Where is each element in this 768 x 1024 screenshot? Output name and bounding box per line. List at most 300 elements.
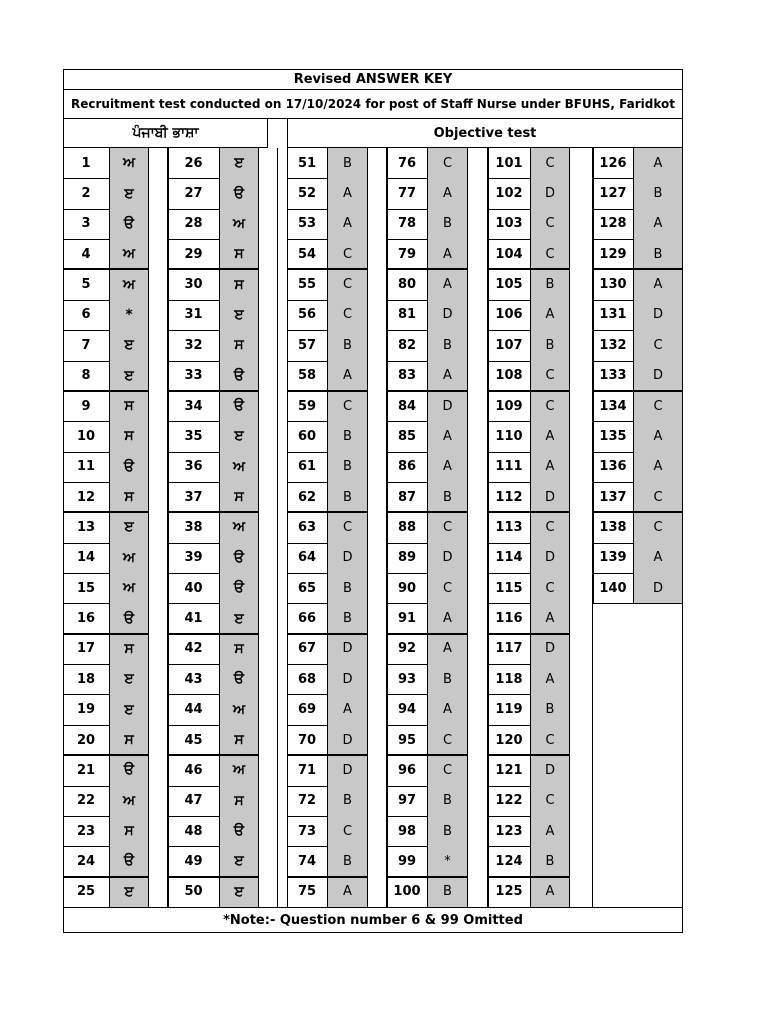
answer-cell: ਸ — [110, 816, 149, 847]
answer-cell: ਅ — [110, 269, 149, 300]
answer-cell: D — [634, 300, 683, 331]
answer-cell: C — [531, 512, 570, 543]
answer-cell: B — [328, 846, 368, 877]
row-separator — [488, 754, 570, 756]
question-number: 85 — [387, 421, 428, 452]
answer-cell: A — [531, 300, 570, 331]
answer-cell: A — [428, 421, 468, 452]
answer-cell: C — [428, 512, 468, 543]
answer-cell: ੲ — [220, 603, 259, 634]
question-number: 32 — [168, 330, 220, 361]
question-number: 84 — [387, 391, 428, 422]
row-separator — [287, 754, 368, 756]
question-number: 48 — [168, 816, 220, 847]
question-number: 107 — [488, 330, 531, 361]
question-number: 7 — [63, 330, 110, 361]
question-number: 102 — [488, 178, 531, 209]
answer-cell: D — [634, 573, 683, 604]
answer-cell: A — [531, 603, 570, 634]
question-number: 101 — [488, 148, 531, 179]
row-separator — [488, 268, 570, 270]
answer-cell: ੲ — [220, 846, 259, 877]
answer-cell: A — [531, 816, 570, 847]
answer-cell: D — [531, 178, 570, 209]
row-separator — [63, 511, 149, 513]
question-number: 3 — [63, 209, 110, 240]
answer-cell: ੲ — [110, 361, 149, 392]
answer-cell: ੳ — [110, 846, 149, 877]
row-separator — [63, 633, 149, 635]
answer-cell: C — [428, 148, 468, 179]
answer-cell: ੳ — [110, 209, 149, 240]
question-number: 59 — [287, 391, 328, 422]
row-separator — [287, 876, 368, 878]
question-number: 31 — [168, 300, 220, 331]
question-number: 70 — [287, 725, 328, 756]
answer-cell: C — [634, 512, 683, 543]
question-number: 120 — [488, 725, 531, 756]
question-number: 54 — [287, 239, 328, 270]
question-number: 17 — [63, 634, 110, 665]
answer-cell: A — [328, 877, 368, 908]
answer-cell: ੲ — [110, 330, 149, 361]
question-number: 117 — [488, 634, 531, 665]
answer-cell: D — [328, 664, 368, 695]
question-number: 121 — [488, 755, 531, 786]
question-number: 79 — [387, 239, 428, 270]
answer-cell: C — [531, 148, 570, 179]
question-number: 69 — [287, 694, 328, 725]
question-number: 124 — [488, 846, 531, 877]
answer-cell: ੳ — [220, 391, 259, 422]
question-number: 30 — [168, 269, 220, 300]
answer-cell: A — [634, 421, 683, 452]
question-number: 22 — [63, 786, 110, 817]
question-number: 110 — [488, 421, 531, 452]
answer-cell: C — [531, 239, 570, 270]
question-number: 41 — [168, 603, 220, 634]
answer-cell: ੳ — [220, 543, 259, 574]
answer-cell: B — [328, 452, 368, 483]
row-separator — [287, 390, 368, 392]
question-number: 134 — [593, 391, 634, 422]
answer-cell: A — [328, 361, 368, 392]
question-number: 57 — [287, 330, 328, 361]
question-number: 37 — [168, 482, 220, 513]
answer-cell: C — [531, 786, 570, 817]
question-number: 39 — [168, 543, 220, 574]
question-number: 113 — [488, 512, 531, 543]
answer-cell: C — [328, 512, 368, 543]
row-separator — [287, 633, 368, 635]
question-number: 92 — [387, 634, 428, 665]
row-separator — [593, 268, 683, 270]
answer-cell: A — [428, 178, 468, 209]
question-number: 73 — [287, 816, 328, 847]
answer-cell: B — [328, 603, 368, 634]
answer-cell: ਸ — [220, 239, 259, 270]
answer-cell: ਅ — [220, 512, 259, 543]
question-number: 115 — [488, 573, 531, 604]
answer-cell: B — [328, 786, 368, 817]
answer-cell: D — [328, 725, 368, 756]
answer-cell: C — [328, 391, 368, 422]
answer-cell: D — [328, 543, 368, 574]
answer-cell: ੲ — [220, 300, 259, 331]
question-number: 65 — [287, 573, 328, 604]
section-label-punjabi: ਪੰਜਾਬੀ ਭਾਸ਼ਾ — [132, 125, 199, 141]
question-number: 91 — [387, 603, 428, 634]
answer-cell: A — [634, 209, 683, 240]
question-number: 44 — [168, 694, 220, 725]
question-number: 82 — [387, 330, 428, 361]
question-number: 89 — [387, 543, 428, 574]
question-number: 132 — [593, 330, 634, 361]
answer-cell: ਅ — [110, 543, 149, 574]
question-number: 14 — [63, 543, 110, 574]
question-number: 123 — [488, 816, 531, 847]
question-number: 135 — [593, 421, 634, 452]
answer-cell: ਅ — [110, 148, 149, 179]
question-number: 42 — [168, 634, 220, 665]
question-number: 76 — [387, 148, 428, 179]
answer-cell: * — [428, 846, 468, 877]
answer-cell: D — [531, 543, 570, 574]
row-separator — [168, 268, 259, 270]
question-number: 49 — [168, 846, 220, 877]
question-number: 55 — [287, 269, 328, 300]
row-separator — [63, 754, 149, 756]
answer-cell: C — [428, 725, 468, 756]
question-number: 18 — [63, 664, 110, 695]
answer-cell: A — [328, 178, 368, 209]
question-number: 130 — [593, 269, 634, 300]
answer-cell: A — [531, 452, 570, 483]
answer-cell: D — [428, 391, 468, 422]
answer-cell: ੲ — [110, 512, 149, 543]
answer-cell: C — [328, 269, 368, 300]
question-number: 34 — [168, 391, 220, 422]
row-separator — [488, 876, 570, 878]
question-number: 139 — [593, 543, 634, 574]
question-number: 118 — [488, 664, 531, 695]
answer-cell: C — [328, 300, 368, 331]
question-number: 64 — [287, 543, 328, 574]
question-number: 33 — [168, 361, 220, 392]
answer-cell: ਸ — [110, 482, 149, 513]
question-number: 9 — [63, 391, 110, 422]
answer-cell: ਸ — [220, 634, 259, 665]
answer-cell: ੲ — [110, 877, 149, 908]
answer-cell: C — [328, 239, 368, 270]
answer-cell: B — [428, 482, 468, 513]
row-separator — [168, 511, 259, 513]
answer-cell: ੳ — [220, 361, 259, 392]
question-number: 43 — [168, 664, 220, 695]
answer-cell: D — [428, 543, 468, 574]
question-number: 128 — [593, 209, 634, 240]
question-number: 21 — [63, 755, 110, 786]
question-number: 74 — [287, 846, 328, 877]
answer-cell: ਅ — [220, 755, 259, 786]
question-number: 104 — [488, 239, 531, 270]
answer-cell: ਅ — [110, 239, 149, 270]
question-number: 131 — [593, 300, 634, 331]
question-number: 26 — [168, 148, 220, 179]
row-separator — [387, 511, 468, 513]
answer-cell: B — [428, 877, 468, 908]
answer-cell: ੳ — [220, 664, 259, 695]
answer-cell: B — [428, 816, 468, 847]
row-separator — [387, 876, 468, 878]
row-separator — [387, 390, 468, 392]
question-number: 1 — [63, 148, 110, 179]
answer-cell: D — [428, 300, 468, 331]
question-number: 47 — [168, 786, 220, 817]
answer-cell: B — [328, 148, 368, 179]
answer-cell: ੳ — [110, 452, 149, 483]
question-number: 40 — [168, 573, 220, 604]
question-number: 35 — [168, 421, 220, 452]
answer-cell: A — [634, 452, 683, 483]
answer-cell: B — [428, 209, 468, 240]
question-number: 111 — [488, 452, 531, 483]
row-separator — [387, 633, 468, 635]
answer-cell: D — [328, 755, 368, 786]
question-number: 114 — [488, 543, 531, 574]
answer-cell: A — [531, 664, 570, 695]
answer-cell: B — [328, 573, 368, 604]
question-number: 27 — [168, 178, 220, 209]
question-number: 93 — [387, 664, 428, 695]
question-number: 83 — [387, 361, 428, 392]
answer-cell: ੲ — [220, 421, 259, 452]
answer-cell: B — [531, 269, 570, 300]
question-number: 95 — [387, 725, 428, 756]
answer-cell: B — [328, 330, 368, 361]
question-number: 97 — [387, 786, 428, 817]
answer-cell: A — [428, 694, 468, 725]
row-separator — [488, 390, 570, 392]
answer-cell: ਅ — [220, 452, 259, 483]
question-number: 122 — [488, 786, 531, 817]
question-number: 46 — [168, 755, 220, 786]
answer-cell: C — [531, 391, 570, 422]
answer-cell: D — [531, 482, 570, 513]
answer-key-table — [63, 69, 683, 933]
answer-cell: D — [531, 634, 570, 665]
answer-cell: B — [328, 482, 368, 513]
question-number: 12 — [63, 482, 110, 513]
answer-cell: A — [428, 361, 468, 392]
answer-cell: * — [110, 300, 149, 331]
question-number: 80 — [387, 269, 428, 300]
question-number: 133 — [593, 361, 634, 392]
answer-cell: A — [634, 148, 683, 179]
question-number: 6 — [63, 300, 110, 331]
question-number: 136 — [593, 452, 634, 483]
answer-cell: B — [531, 846, 570, 877]
question-number: 112 — [488, 482, 531, 513]
answer-cell: B — [328, 421, 368, 452]
answer-cell: A — [634, 543, 683, 574]
answer-cell: A — [328, 209, 368, 240]
row-separator — [488, 511, 570, 513]
question-number: 25 — [63, 877, 110, 908]
answer-cell: B — [531, 694, 570, 725]
question-number: 4 — [63, 239, 110, 270]
answer-cell: C — [531, 725, 570, 756]
row-separator — [63, 268, 149, 270]
row-separator — [63, 390, 149, 392]
question-number: 16 — [63, 603, 110, 634]
answer-cell: ਸ — [220, 330, 259, 361]
question-number: 63 — [287, 512, 328, 543]
answer-cell: C — [634, 482, 683, 513]
question-number: 138 — [593, 512, 634, 543]
question-number: 61 — [287, 452, 328, 483]
section-label-objective: Objective test — [433, 125, 537, 141]
answer-cell: ੳ — [110, 603, 149, 634]
document-title: Revised ANSWER KEY — [293, 72, 453, 87]
question-number: 68 — [287, 664, 328, 695]
question-number: 96 — [387, 755, 428, 786]
question-number: 53 — [287, 209, 328, 240]
answer-cell: ਸ — [110, 421, 149, 452]
answer-cell: A — [428, 452, 468, 483]
answer-cell: D — [531, 755, 570, 786]
question-number: 10 — [63, 421, 110, 452]
question-number: 77 — [387, 178, 428, 209]
question-number: 116 — [488, 603, 531, 634]
answer-cell: ਸ — [220, 269, 259, 300]
answer-cell: A — [428, 239, 468, 270]
answer-cell: B — [428, 664, 468, 695]
answer-cell: A — [634, 269, 683, 300]
question-number: 45 — [168, 725, 220, 756]
spacer-border — [277, 148, 278, 907]
answer-cell: D — [634, 361, 683, 392]
answer-cell: ੲ — [220, 148, 259, 179]
answer-cell: C — [531, 209, 570, 240]
answer-cell: ੳ — [220, 573, 259, 604]
answer-cell: C — [328, 816, 368, 847]
row-separator — [488, 633, 570, 635]
question-number: 38 — [168, 512, 220, 543]
question-number: 50 — [168, 877, 220, 908]
answer-grid — [63, 69, 683, 933]
row-separator — [287, 511, 368, 513]
question-number: 2 — [63, 178, 110, 209]
question-number: 24 — [63, 846, 110, 877]
question-number: 51 — [287, 148, 328, 179]
question-number: 137 — [593, 482, 634, 513]
note-row — [63, 907, 683, 933]
answer-cell: C — [428, 573, 468, 604]
row-separator — [63, 876, 149, 878]
row-separator — [387, 268, 468, 270]
answer-cell: B — [634, 178, 683, 209]
question-number: 8 — [63, 361, 110, 392]
row-separator — [168, 390, 259, 392]
question-number: 28 — [168, 209, 220, 240]
question-number: 98 — [387, 816, 428, 847]
answer-cell: C — [531, 361, 570, 392]
table-right-border — [682, 148, 683, 907]
omitted-note: *Note:- Question number 6 & 99 Omitted — [223, 912, 523, 928]
question-number: 94 — [387, 694, 428, 725]
question-number: 13 — [63, 512, 110, 543]
answer-cell: C — [531, 573, 570, 604]
question-number: 109 — [488, 391, 531, 422]
answer-cell: C — [634, 330, 683, 361]
question-number: 90 — [387, 573, 428, 604]
question-number: 71 — [287, 755, 328, 786]
question-number: 81 — [387, 300, 428, 331]
question-number: 5 — [63, 269, 110, 300]
question-number: 11 — [63, 452, 110, 483]
answer-cell: ੳ — [220, 178, 259, 209]
answer-cell: C — [428, 755, 468, 786]
question-number: 129 — [593, 239, 634, 270]
answer-cell: ੲ — [110, 178, 149, 209]
answer-cell: ਅ — [220, 209, 259, 240]
question-number: 99 — [387, 846, 428, 877]
answer-cell: ਅ — [110, 786, 149, 817]
row-separator — [593, 390, 683, 392]
question-number: 75 — [287, 877, 328, 908]
question-number: 23 — [63, 816, 110, 847]
answer-cell: A — [428, 603, 468, 634]
question-number: 66 — [287, 603, 328, 634]
answer-cell: ਅ — [220, 694, 259, 725]
answer-cell: A — [428, 269, 468, 300]
answer-cell: B — [428, 786, 468, 817]
question-number: 62 — [287, 482, 328, 513]
row-separator — [168, 633, 259, 635]
answer-cell: ਸ — [220, 725, 259, 756]
answer-cell: ੳ — [110, 755, 149, 786]
question-number: 36 — [168, 452, 220, 483]
answer-cell: ੳ — [220, 816, 259, 847]
question-number: 103 — [488, 209, 531, 240]
answer-cell: ਸ — [110, 391, 149, 422]
answer-cell: A — [531, 421, 570, 452]
answer-cell: ਅ — [110, 573, 149, 604]
answer-cell: A — [531, 877, 570, 908]
answer-cell: ੲ — [220, 877, 259, 908]
answer-cell: B — [634, 239, 683, 270]
question-number: 78 — [387, 209, 428, 240]
answer-cell: D — [328, 634, 368, 665]
answer-cell: A — [428, 634, 468, 665]
answer-cell: ਸ — [220, 786, 259, 817]
question-number: 29 — [168, 239, 220, 270]
row-separator — [287, 268, 368, 270]
row-separator — [593, 511, 683, 513]
question-number: 56 — [287, 300, 328, 331]
question-number: 106 — [488, 300, 531, 331]
question-number: 140 — [593, 573, 634, 604]
question-number: 105 — [488, 269, 531, 300]
answer-cell: ਸ — [220, 482, 259, 513]
question-number: 86 — [387, 452, 428, 483]
question-number: 20 — [63, 725, 110, 756]
document-subtitle: Recruitment test conducted on 17/10/2024 for post of Staff Nurse under BFUHS, Faridkot — [70, 97, 676, 111]
answer-cell: B — [428, 330, 468, 361]
question-number: 125 — [488, 877, 531, 908]
question-number: 108 — [488, 361, 531, 392]
